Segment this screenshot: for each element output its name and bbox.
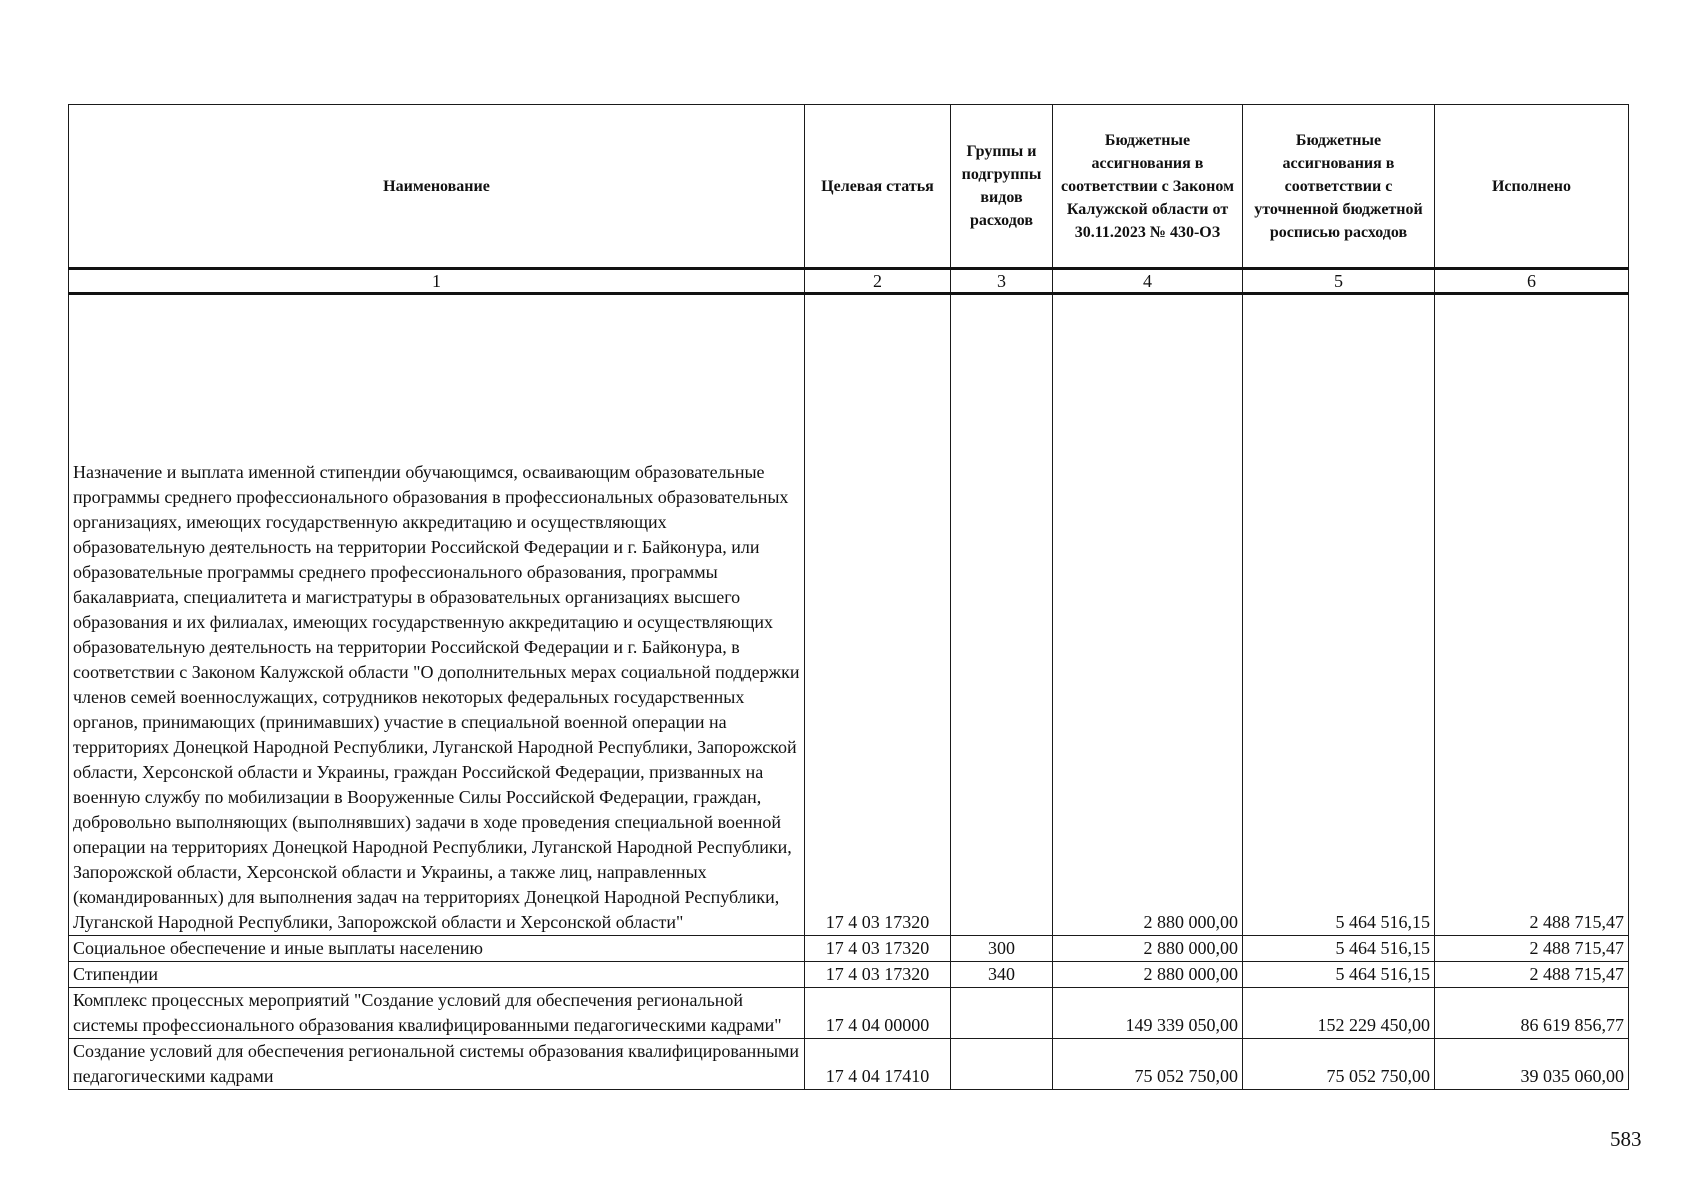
row-expense-group [951,294,1053,936]
row-name: Создание условий для обеспечения региональной системы образования квалифицированными педагогическими кадрами [69,1039,805,1090]
row-name: Комплекс процессных мероприятий "Создание условий для обеспечения региональной системы профессионального образования квалифицированными педагогическими кадрами" [69,988,805,1039]
row-law-amount: 149 339 050,00 [1053,988,1243,1039]
budget-table [68,104,1629,1090]
row-name: Стипендии [69,962,805,988]
column-number: 2 [805,269,951,294]
table-header-row [69,105,1629,269]
row-expense-group: 340 [951,962,1053,988]
row-refined-amount: 75 052 750,00 [1243,1039,1435,1090]
header-name: Наименование [69,105,805,269]
table-row [69,294,1629,936]
column-number: 1 [69,269,805,294]
row-executed-amount: 2 488 715,47 [1435,936,1629,962]
row-target-article: 17 4 03 17320 [805,294,951,936]
table-row [69,962,1629,988]
row-law-amount: 2 880 000,00 [1053,962,1243,988]
row-expense-group [951,1039,1053,1090]
column-number-row [69,269,1629,294]
header-law-allocations: Бюджетные ассигнования в соответствии с Законом Калужской области от 30.11.2023 № 430-ОЗ [1053,105,1243,269]
row-refined-amount: 5 464 516,15 [1243,936,1435,962]
row-target-article: 17 4 04 00000 [805,988,951,1039]
column-number: 4 [1053,269,1243,294]
page-number: 583 [1610,1127,1642,1151]
row-refined-amount: 5 464 516,15 [1243,962,1435,988]
row-expense-group [951,988,1053,1039]
table-row [69,936,1629,962]
header-executed: Исполнено [1435,105,1629,269]
header-target-article: Целевая статья [805,105,951,269]
column-number: 5 [1243,269,1435,294]
row-executed-amount: 86 619 856,77 [1435,988,1629,1039]
row-name: Социальное обеспечение и иные выплаты населению [69,936,805,962]
row-executed-amount: 39 035 060,00 [1435,1039,1629,1090]
row-law-amount: 75 052 750,00 [1053,1039,1243,1090]
column-number: 6 [1435,269,1629,294]
row-executed-amount: 2 488 715,47 [1435,294,1629,936]
table-row [69,988,1629,1039]
row-name: Назначение и выплата именной стипендии обучающимся, осваивающим образовательные программы среднего профессионального образования в профессиональных образовательных организациях, имеющих государственную аккредитацию и осуществляющих образовательную деятельность на территории Российской Федерации и г. Байконура, или образовательные программы среднего профессионального образования, программы бакалавриата, специалитета и магистратуры в образовательных организациях высшего образования и их филиалах, имеющих государственную аккредитацию и осуществляющих образовательную деятельность на территории Российской Федерации и г. Байконура, в соответствии с Законом Калужской области "О дополнительных мерах социальной поддержки членов семей военнослужащих, сотрудников некоторых федеральных государственных органов, принимающих (принимавших) участие в специальной военной операции на территориях Донецкой Народной Республики, Луганской Народной Республики, Запорожской области, Херсонской области и Украины, граждан Российской Федерации, призванных на военную службу по мобилизации в Вооруженные Силы Российской Федерации, граждан, добровольно выполняющих (выполнявших) задачи в ходе проведения специальной военной операции на территориях Донецкой Народной Республики, Луганской Народной Республики, Запорожской области, Херсонской области и Украины, а также лиц, направленных (командированных) для выполнения задач на территориях Донецкой Народной Республики, Луганской Народной Республики, Запорожской области и Херсонской области" [69,294,805,936]
row-law-amount: 2 880 000,00 [1053,294,1243,936]
row-refined-amount: 152 229 450,00 [1243,988,1435,1039]
row-target-article: 17 4 04 17410 [805,1039,951,1090]
row-target-article: 17 4 03 17320 [805,962,951,988]
table-row [69,1039,1629,1090]
row-refined-amount: 5 464 516,15 [1243,294,1435,936]
row-law-amount: 2 880 000,00 [1053,936,1243,962]
header-expense-groups: Группы и подгруппы видов расходов [951,105,1053,269]
row-expense-group: 300 [951,936,1053,962]
row-executed-amount: 2 488 715,47 [1435,962,1629,988]
row-target-article: 17 4 03 17320 [805,936,951,962]
column-number: 3 [951,269,1053,294]
header-refined-allocations: Бюджетные ассигнования в соответствии с уточненной бюджетной росписью расходов [1243,105,1435,269]
